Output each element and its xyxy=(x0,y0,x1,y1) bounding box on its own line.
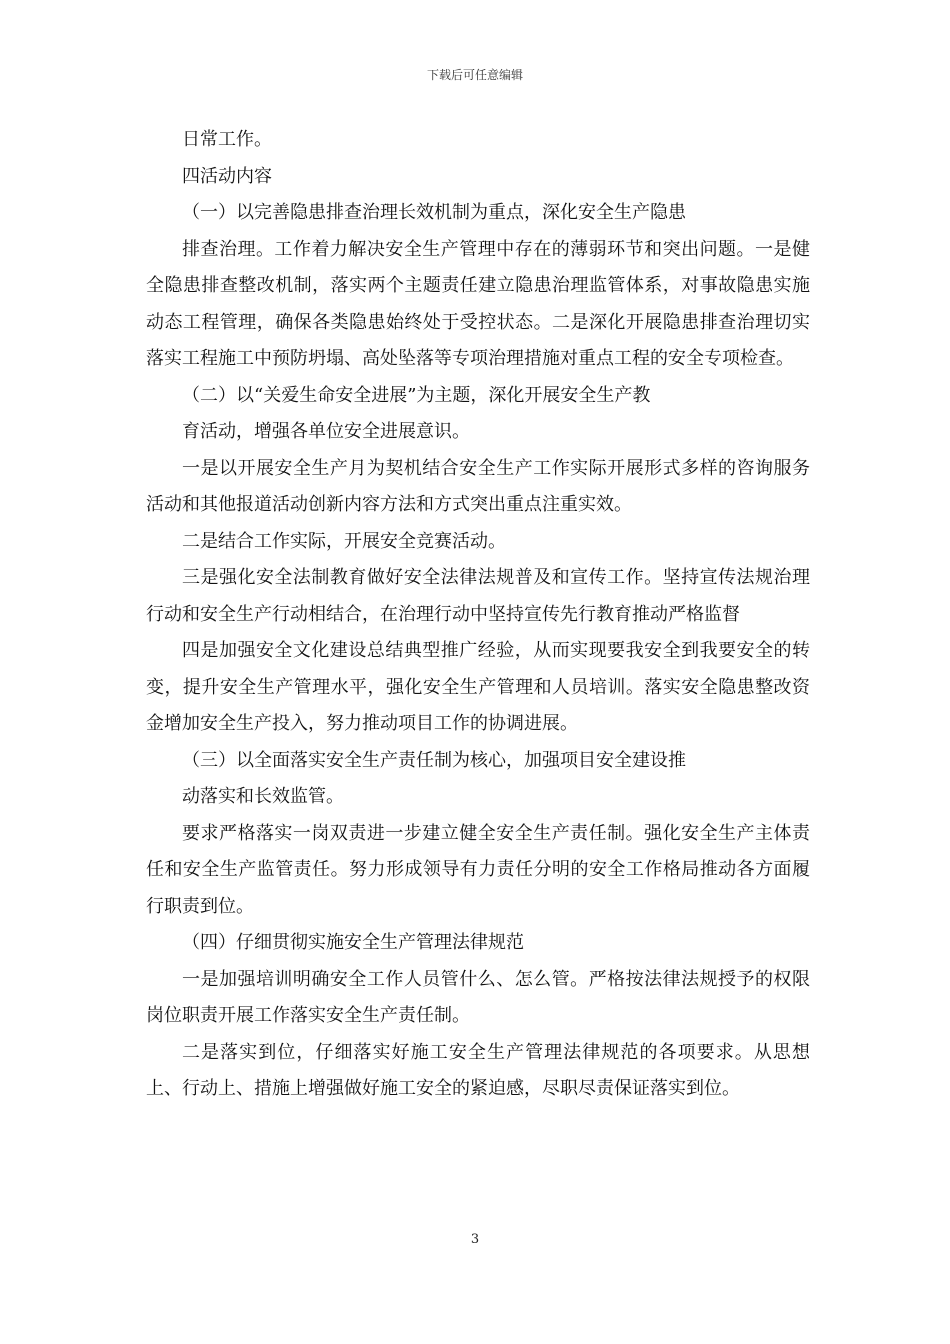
paragraph: 二是落实到位，仔细落实好施工安全生产管理法律规范的各项要求。从思想上、行动上、措施上增强做好施工安全的紧迫感，尽职尽责保证落实到位。 xyxy=(146,1041,810,1099)
subsection-heading: （二）以“关爱生命安全进展”为主题，深化开展安全生产教 xyxy=(182,384,651,406)
document-body xyxy=(146,122,810,1108)
subsection-heading: （四）仔细贯彻实施安全生产管理法律规范 xyxy=(182,932,524,953)
subsection-heading: （一）以完善隐患排查治理长效机制为重点，深化安全生产隐患 xyxy=(182,202,686,223)
page-header: 下载后可任意编辑 xyxy=(426,68,523,82)
page-number: 3 xyxy=(470,1232,480,1247)
paragraph: 三是强化安全法制教育做好安全法律法规普及和宣传工作。坚持宣传法规治理行动和安全生产行动相结合，在治理行动中坚持宣传先行教育推动严格监督 xyxy=(146,567,810,625)
paragraph: 四是加强安全文化建设总结典型推广经验，从而实现要我安全到我要安全的转变，提升安全生产管理水平，强化安全生产管理和人员培训。落实安全隐患整改资金增加安全生产投入，努力推动项目工作的协调进展。 xyxy=(146,640,810,734)
paragraph: 一是以开展安全生产月为契机结合安全生产工作实际开展形式多样的咨询服务活动和其他报道活动创新内容方法和方式突出重点注重实效。 xyxy=(146,457,810,515)
paragraph: 二是结合工作实际，开展安全竞赛活动。 xyxy=(182,530,506,552)
paragraph: 一是加强培训明确安全工作人员管什么、怎么管。严格按法律法规授予的权限岗位职责开展工作落实安全生产责任制。 xyxy=(146,968,810,1026)
paragraph: 动落实和长效监管。 xyxy=(182,786,344,807)
paragraph: 要求严格落实一岗双责进一步建立健全安全生产责任制。强化安全生产主体责任和安全生产监管责任。努力形成领导有力责任分明的安全工作格局推动各方面履行职责到位。 xyxy=(146,822,810,917)
subsection-heading: （三）以全面落实安全生产责任制为核心，加强项目安全建设推 xyxy=(182,749,686,771)
paragraph: 排查治理。工作着力解决安全生产管理中存在的薄弱环节和突出问题。一是健全隐患排查整改机制，落实两个主题责任建立隐患治理监管体系，对事故隐患实施动态工程管理，确保各类隐患始终处于受控状态。二是深化开展隐患排查治理切实落实工程施工中预防坍塌、高处坠落等专项治理措施对重点工程的安全专项检查。 xyxy=(146,238,810,369)
section-heading: 四活动内容 xyxy=(182,165,272,187)
paragraph: 育活动，增强各单位安全进展意识。 xyxy=(182,421,470,442)
paragraph: 日常工作。 xyxy=(182,129,272,150)
